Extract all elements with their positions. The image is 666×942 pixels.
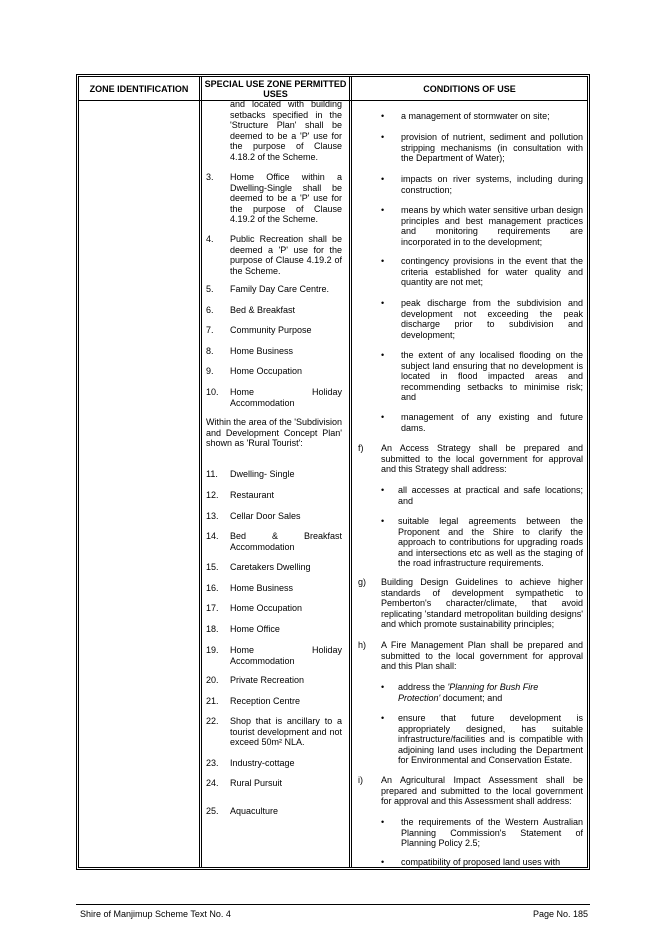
condition-bullet: contingency provisions in the event that the criteria established for water quality and quantity are not met; — [401, 256, 583, 287]
bullet: • — [381, 350, 385, 360]
condition-bullet: the extent of any localised flooding on the subject land ensuring that no development is located in flood impacted areas and recommending setbacks to minimise risk; and — [401, 350, 583, 402]
item-number: 25. — [206, 806, 219, 816]
bullet: • — [381, 857, 385, 867]
bullet: • — [381, 205, 385, 215]
permitted-use-item: Bed & Breakfast Accommodation — [230, 531, 342, 552]
permitted-use-item: Home Holiday Accommodation — [230, 387, 342, 408]
permitted-use-intro — [230, 99, 342, 162]
permitted-use-item: Home Business — [230, 346, 294, 356]
item-number: 14. — [206, 531, 219, 541]
permitted-use-item: Private Recreation — [230, 675, 305, 685]
condition-label: g) — [358, 577, 367, 587]
header-conditions-of-use: CONDITIONS OF USE — [423, 83, 516, 94]
bullet: • — [381, 111, 385, 121]
permitted-use-item: Family Day Care Centre. — [230, 284, 330, 294]
item-number: 18. — [206, 624, 219, 634]
intro-text: and located with building setbacks specified in the 'Structure Plan' shall be deemed to be a 'P' use for the purpose of Clause 4.18.2 of the Scheme. — [230, 99, 342, 162]
column-divider — [199, 77, 202, 867]
bullet: • — [381, 713, 385, 723]
item-number: 7. — [206, 325, 214, 335]
permitted-use-item: Aquaculture — [230, 806, 279, 816]
item-number: 22. — [206, 716, 219, 726]
permitted-use-item: Reception Centre — [230, 696, 301, 706]
permitted-use-item: Public Recreation shall be deemed a 'P' use for the purpose of Clause 4.19.2 of the Scheme. — [230, 234, 342, 276]
permitted-use-item: Home Occupation — [230, 603, 303, 613]
condition-text: An Access Strategy shall be prepared and submitted to the local government for approval and this Strategy shall address: — [381, 443, 583, 474]
bullet: • — [381, 298, 385, 308]
bullet-text: address the — [398, 682, 448, 692]
permitted-use-item: Rural Pursuit — [230, 778, 283, 788]
header-zone-identification: ZONE IDENTIFICATION — [89, 83, 189, 94]
item-number: 21. — [206, 696, 219, 706]
permitted-use-item: Industry-cottage — [230, 758, 295, 768]
permitted-use-item: Shop that is ancillary to a tourist development and not exceed 50m² NLA. — [230, 716, 342, 747]
table-header — [79, 77, 587, 101]
item-number: 11. — [206, 469, 218, 479]
condition-label: i) — [358, 775, 363, 785]
condition-label: h) — [358, 640, 367, 650]
item-number: 20. — [206, 675, 219, 685]
bullet: • — [381, 485, 385, 495]
item-number: 24. — [206, 778, 219, 788]
condition-bullet: ensure that future development is appropriately designed, has suitable infrastructure/facilities and is compatible with adjoining land uses including the Department for Environmental and Conservation Estate. — [398, 713, 583, 765]
condition-text: An Agricultural Impact Assessment shall be prepared and submitted to the local government for approval and this Assessment shall address: — [381, 775, 583, 806]
footer-divider — [76, 904, 590, 905]
bullet: • — [381, 174, 385, 184]
item-number: 16. — [206, 583, 219, 593]
permitted-use-item: Community Purpose — [230, 325, 312, 335]
bullet: • — [381, 516, 385, 526]
permitted-use-item: Home Occupation — [230, 366, 303, 376]
item-number: 5. — [206, 284, 214, 294]
item-number: 6. — [206, 305, 214, 315]
header-permitted-uses: SPECIAL USE ZONE PERMITTED USES — [204, 78, 347, 99]
permitted-use-item: Home Office within a Dwelling-Single shall be deemed to be a 'P' use for the purpose of Clause 4.19.2 of the Scheme. — [230, 172, 342, 224]
document-title: 'Planning for Bush Fire Protection' — [398, 682, 539, 703]
bullet: • — [381, 412, 385, 422]
condition-bullet: peak discharge from the subdivision and development not exceeding the peak discharge prior to subdivision and development; — [401, 298, 583, 340]
item-number: 17. — [206, 603, 219, 613]
footer-scheme-title: Shire of Manjimup Scheme Text No. 4 — [80, 909, 231, 919]
condition-bullet: all accesses at practical and safe locations; and — [398, 485, 583, 506]
condition-bullet: compatibility of proposed land uses with — [401, 857, 561, 867]
item-number: 15. — [206, 562, 219, 572]
condition-bullet: provision of nutrient, sediment and pollution stripping mechanisms (in consultation with the Department of Water); — [401, 132, 583, 163]
condition-bullet: impacts on river systems, including during construction; — [401, 174, 583, 195]
item-number: 19. — [206, 645, 219, 655]
bullet: • — [381, 256, 385, 266]
permitted-use-item: Cellar Door Sales — [230, 511, 301, 521]
item-number: 8. — [206, 346, 214, 356]
permitted-use-item: Bed & Breakfast — [230, 305, 296, 315]
item-number: 9. — [206, 366, 214, 376]
permitted-use-item: Home Business — [230, 583, 294, 593]
bullet: • — [381, 682, 385, 692]
item-number: 10. — [206, 387, 219, 397]
item-number: 4. — [206, 234, 214, 244]
bullet: • — [381, 132, 385, 142]
condition-bullet: means by which water sensitive urban design principles and best management practices and monitoring requirements are incorporated in to the development; — [401, 205, 583, 247]
condition-bullet: the requirements of the Western Australian Planning Commission's Statement of Planning Policy 2.5; — [401, 817, 583, 848]
column-divider — [349, 77, 352, 867]
permitted-use-item: Dwelling- Single — [230, 469, 295, 479]
permitted-use-item: Home Office — [230, 624, 280, 634]
item-number: 23. — [206, 758, 219, 768]
rural-tourist-intro: Within the area of the 'Subdivision and Development Concept Plan' shown as 'Rural Tourist': — [206, 417, 342, 448]
item-number: 3. — [206, 172, 214, 182]
item-number: 13. — [206, 511, 219, 521]
permitted-use-item: Restaurant — [230, 490, 275, 500]
condition-bullet: a management of stormwater on site; — [401, 111, 550, 121]
bullet: • — [381, 817, 385, 827]
permitted-use-item: Home Holiday Accommodation — [230, 645, 342, 666]
bullet-text: document; and — [440, 692, 503, 703]
condition-bullet — [398, 682, 583, 703]
condition-text: A Fire Management Plan shall be prepared and submitted to the local government for approval and this Plan shall: — [381, 640, 583, 671]
condition-text: Building Design Guidelines to achieve higher standards of development sympathetic to Pemberton's character/climate, that avoid replicating 'standard metropolitan building designs' and which promote sustainability principles; — [381, 577, 583, 629]
permitted-use-item: Caretakers Dwelling — [230, 562, 311, 572]
condition-label: f) — [358, 443, 364, 453]
item-number: 12. — [206, 490, 219, 500]
footer-page-number: Page No. 185 — [533, 909, 589, 919]
condition-bullet: suitable legal agreements between the Proponent and the Shire to clarify the approach to contributions for upgrading roads and intersections etc as well as the staging of the road infrastructure requirements. — [398, 516, 583, 568]
condition-bullet: management of any existing and future dams. — [401, 412, 583, 433]
